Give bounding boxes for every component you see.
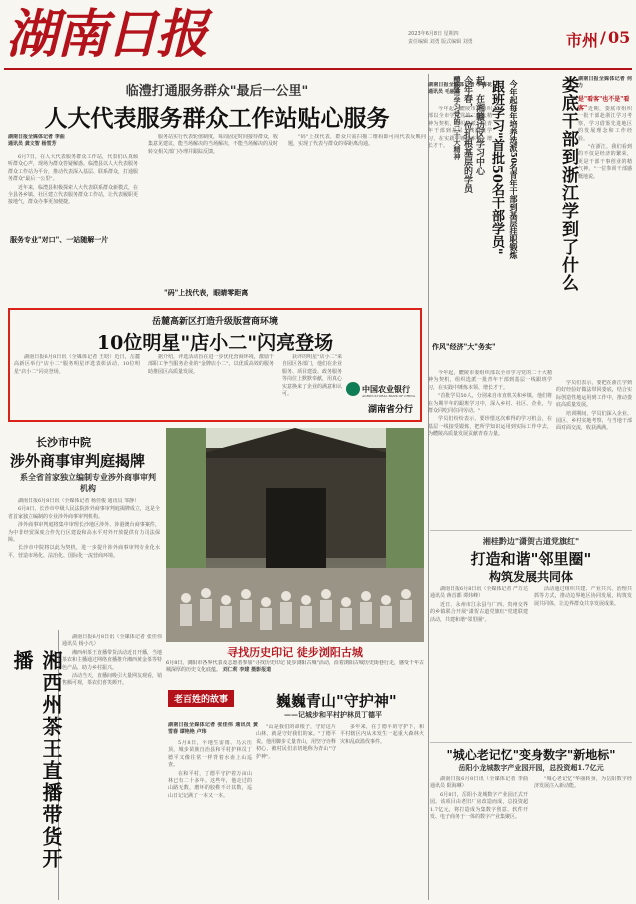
article-shopkeeper-stars xyxy=(8,308,422,422)
bank-ad xyxy=(346,382,418,418)
column-body-col2 xyxy=(256,724,336,898)
paragraph: 多年来，在丁德平的守护下，和平村辖区内从未发生一起重大森林火灾和乱砍滥伐事件。 xyxy=(340,724,424,745)
paragraph: 5月8日，平地生雷雨、乌云压顶，城步苗族自治县和平村护林员丁德平又像往常一样背着水壶上山巡查。 xyxy=(168,740,252,769)
bank-logo xyxy=(346,382,360,396)
article-kicker: 岳麓高新区打造升级版营商环境 xyxy=(151,317,278,327)
paragraph: 涉外商事审判庭将集中审理长沙地区涉外、涉港澳台商事案件，为中非经贸深度合作先行区建设和高水平对外开放提供有力司法保障。 xyxy=(8,522,160,544)
right-body-top xyxy=(578,106,632,376)
paragraph: 学员们表示，要把在浙江学到的好经验好做法带回娄底，结合实际创造性地运用到工作中，推动娄底高质量发展。 xyxy=(556,380,632,409)
photo-credit: 刘仁莉 李建 摄影报道 xyxy=(222,667,272,674)
paragraph: 今年起，醴陵市委组织部以全市学习党的二十大精神为契机，组织选派一批青年干部到基层一线跟班学习，在实践中锤炼本领、增长才干。 xyxy=(428,106,492,150)
paragraph: 获评的明星"店小二"来自园区各部门，他们在企业服务、项目建设、政务服务等岗位上默默奉献，用真心实意换来了企业的满意和认可。 xyxy=(282,354,342,398)
article-title: "城心老记忆"变身数字"新地标" xyxy=(446,748,616,762)
feature-line: 今年春，一位扎根基层的学员 xyxy=(462,76,472,193)
paragraph: 活动通过组织共建、产业共兴、治理共抓等方式，推动边界地区协同发展，构筑发展共同体，让边界群众共享发展成果。 xyxy=(534,586,632,607)
masthead xyxy=(0,0,636,70)
photo-caption xyxy=(166,660,424,690)
paragraph: 培训期间，学员们深入企业、园区、乡村实地考察，与当地干部面对面交流，收获满满。 xyxy=(556,410,632,432)
right-subhead: 是"看客"也不是"看客" xyxy=(578,96,630,112)
subhead: "码"上找代表，眼睛零距离 xyxy=(164,288,249,297)
subhead: 服务专业"对口"、一站随解一片 xyxy=(10,235,109,244)
column-body-col3 xyxy=(340,724,424,898)
article-body-col1 xyxy=(430,586,528,736)
page-number-slash: / xyxy=(600,28,606,47)
section-rule xyxy=(430,530,632,531)
bank-branch: 湖南省分行 xyxy=(368,405,414,415)
article-kicker: 湘桂黔边"潇贺古道党旗红" xyxy=(482,536,580,546)
article-deputy-station xyxy=(8,74,426,306)
byline: 湖南日报6月8日讯（全媒体记者 李曲 通讯员 阳海琳） xyxy=(430,776,528,790)
paragraph: 据介绍，评选活动旨在进一步优化营商环境，激励干部职工争当服务企业的"金牌店小二"，以优质高效的服务助推园区高质量发展。 xyxy=(148,354,274,375)
side-vertical-title: 湘西州茶王直播带货开播 xyxy=(10,650,63,870)
section-name: 市州 xyxy=(566,31,599,50)
newspaper-logo: 湖南日报 xyxy=(6,4,207,65)
paragraph: 湘西州茶王直播带货活动近日开播，当地茶农和主播通过网络直播推介湘西黄金茶等特色产品，助力乡村振兴。 xyxy=(62,649,162,671)
paragraph: 6月8日，长沙市中级人民法院涉外商事审判庭揭牌成立，这是全省首家独立编制的专业涉外商事审判机构。 xyxy=(8,506,160,520)
paragraph: 湖南日报6月8日讯（全媒体记者 王晗）近日，岳麓高新区举行"店小二"服务明星评选表彰活动，10位明星"店小二"闪亮登场。 xyxy=(14,354,140,375)
column-title: 巍巍青山"守护神" xyxy=(276,692,397,710)
byline: 湖南日报6月8日讯（全媒体记者 杨佳俊 通讯员 邹静） xyxy=(18,498,140,504)
article-body-col1 xyxy=(430,776,528,898)
column-story xyxy=(166,690,424,900)
article-title: 人大代表服务群众工作站贴心服务 xyxy=(44,105,390,132)
article-subtitle: 构筑发展共同体 xyxy=(488,570,573,584)
masthead-rule xyxy=(4,68,632,70)
article-title: 10位明星"店小二"闪亮登场 xyxy=(96,332,334,354)
article-body-col2 xyxy=(534,776,632,898)
column-subtitle: ——记城步和平村护林员丁德平 xyxy=(284,710,382,719)
article-subtitle: 岳阳小龙城数字产业园开园，总投资超1.7亿元 xyxy=(458,763,604,772)
page-number: 05 xyxy=(608,28,631,47)
column-body-col1 xyxy=(168,740,252,898)
paragraph: 近年来，临澧县积极探索人大代表联系群众新模式，在全县各乡镇、社区建立代表服务群众工作站，让代表履职更接地气，群众办事更加便捷。 xyxy=(8,184,138,206)
feature-subhead: 作风"经济"大"务实" xyxy=(432,342,496,351)
column-tag: 老百姓的故事 xyxy=(168,690,234,707)
right-title: 娄底干部到浙江学到了什么 xyxy=(558,76,578,292)
article-body xyxy=(8,498,160,624)
article-title: 打造和谐"邻里圈" xyxy=(470,550,592,568)
article-body-col3 xyxy=(288,134,426,304)
byline: 湖南日报6月8日讯（全媒体记者 严万达 通讯员 蒋首都 谭炜峰） xyxy=(430,586,528,600)
caption-text: 6月8日，浏阳市各界代表及志愿者参加"寻找历史印记 徒步浏阳古城"活动，沿着浏阳古城历史街巷行走，感受千年古城深厚的历史文化底蕴。 xyxy=(166,660,424,674)
photo-illustration xyxy=(166,428,424,642)
paragraph: "城心老记忆"华丽转身，为岳阳数字经济发展注入新动能。 xyxy=(534,776,632,790)
paragraph: "首批学员50人，分别来自市直机关和乡镇，他们将在为期半年的跟班学习中，深入乡村、社区、企业，与群众同吃同住同劳动。" xyxy=(428,393,552,415)
paragraph: 学员们纷纷表示，要珍惜这次难得的学习机会，在基层一线接受锻炼，把所学知识运用到实际工作中去，为醴陵高质量发展贡献青春力量。 xyxy=(428,416,552,438)
column-byline: 湖南日报全媒体记者 张佳伟 通讯员 黄雪春 谭艳艳 卢玮 xyxy=(168,722,258,736)
article-title: 涉外商事审判庭揭牌 xyxy=(10,452,146,470)
feature-main-title: 跟班学习"首批50名干部学员" xyxy=(489,80,504,255)
article-digital-park xyxy=(430,746,632,900)
side-article-body xyxy=(62,634,162,898)
paragraph: 6月7日，在人大代表服务群众工作站，代表们认真倾听群众心声，现场为群众答疑解惑。临澧县以人大代表服务群众工作站为平台，推动代表深入基层、联系群众，打通服务群众"最后一公里"。 xyxy=(8,154,138,183)
paragraph: "在浙江，我们看到的不仅是经济的繁荣，更是干部干事创业的精气神。"一位参训干部感慨地说。 xyxy=(578,144,632,180)
article-foreign-court xyxy=(8,430,162,626)
paragraph: 活动当天，直播间吸引大量网友观看，销售额可观，茶农们喜笑颜开。 xyxy=(62,673,162,687)
right-byline: 湖南日报全媒体记者 何力 xyxy=(578,76,632,90)
bank-name: 中国农业银行 xyxy=(362,384,410,394)
article-body-col3 xyxy=(282,354,342,420)
article-body-col2 xyxy=(148,354,274,420)
photo-ancient-city xyxy=(166,428,424,642)
bank-name-en: AGRICULTURAL BANK OF CHINA xyxy=(362,394,416,398)
article-subtitle: 系全省首家独立编制专业涉外商事审判机构 xyxy=(20,472,156,493)
article-kicker: 长沙市中院 xyxy=(36,436,91,449)
feature-body-top xyxy=(428,106,492,336)
paragraph: 近期，娄底市组织一批干部赴浙江学习考察，学习借鉴先进地区的发展理念和工作经验。 xyxy=(578,106,632,142)
article-body-col2 xyxy=(534,586,632,736)
paragraph: 湖南日报6月8日讯（全媒体记者 张佳伟 通讯员 杨小凡） xyxy=(62,634,162,648)
paragraph: 6月8日，岳阳小龙城数字产业园正式开园。该项目由老旧厂房改造而成，总投资超1.7亿元，将打造成为集数字创意、软件开发、电子商务于一体的数字产业集聚区。 xyxy=(430,791,528,821)
feature-line: 起，在湘赣边区学习中心 xyxy=(474,76,484,175)
paragraph: 服务站实行代表轮值制度，每周固定时间接待群众，收集意见建议，能当场解决的当场解决，不能当场解决的及时转交相关部门办理并跟踪反馈。 xyxy=(148,134,278,155)
issue-date: 2023年6月8日 星期四 xyxy=(408,31,459,37)
paragraph: 今年起，醴陵市委组织部以全市学习党的二十大精神为契机，组织选派一批青年干部到基层一线跟班学习，在实践中锤炼本领、增长才干。 xyxy=(428,370,552,391)
photo-title: 寻找历史印记 徒步浏阳古城 xyxy=(227,646,363,659)
article-body-col2 xyxy=(148,134,278,304)
feature-byline: 湖南日报全媒体记者 李梅花 通讯员 毛丽琳 xyxy=(428,82,492,96)
feature-kicker: 醴陵市学习党的二十大精神 xyxy=(453,76,462,160)
article-kicker: 临澧打通服务群众"最后一公里" xyxy=(125,84,309,99)
feature-sub: 今年起每年培养选派50名青年干部到基层挂职锻炼 xyxy=(509,80,519,260)
article-byline: 湖南日报全媒体记者 李曲 通讯员 龚文智 杨雪芳 xyxy=(8,134,65,148)
section-rule xyxy=(430,742,632,743)
paragraph: "山是我们的命根子，守好这片山林，就是守好我们的家。"丁德平说。他用脚步丈量青山，用坚守诠释初心，被村民们亲切地称为青山"守护神"。 xyxy=(256,724,336,760)
paragraph: "码"上找代表，群众只需扫描二维码即可向代表反映问题，实现了代表与群众的零距离沟通。 xyxy=(288,134,426,148)
article-body-col1 xyxy=(8,154,138,304)
article-body-col1 xyxy=(14,354,140,420)
paragraph: 长沙市中院将以此为契机，进一步提升涉外商事审判专业化水平，营造市场化、法治化、国际化一流营商环境。 xyxy=(8,545,160,559)
paragraph: 在和平村，丁德平守护着万亩山林已有二十多年。这些年，他走过的山路无数，磨坏的胶鞋不计其数，巡山日记记满了一本又一本。 xyxy=(168,770,252,799)
article-border-region xyxy=(430,534,632,738)
editor-line: 责任编辑 刘勇 版式编辑 刘勇 xyxy=(408,39,473,45)
paragraph: 近日，永州市江永县与广西、贵州交界的乡镇联合开展"潇贺古道党旗红"党建联建活动，共建和谐"邻里圈"。 xyxy=(430,601,528,623)
